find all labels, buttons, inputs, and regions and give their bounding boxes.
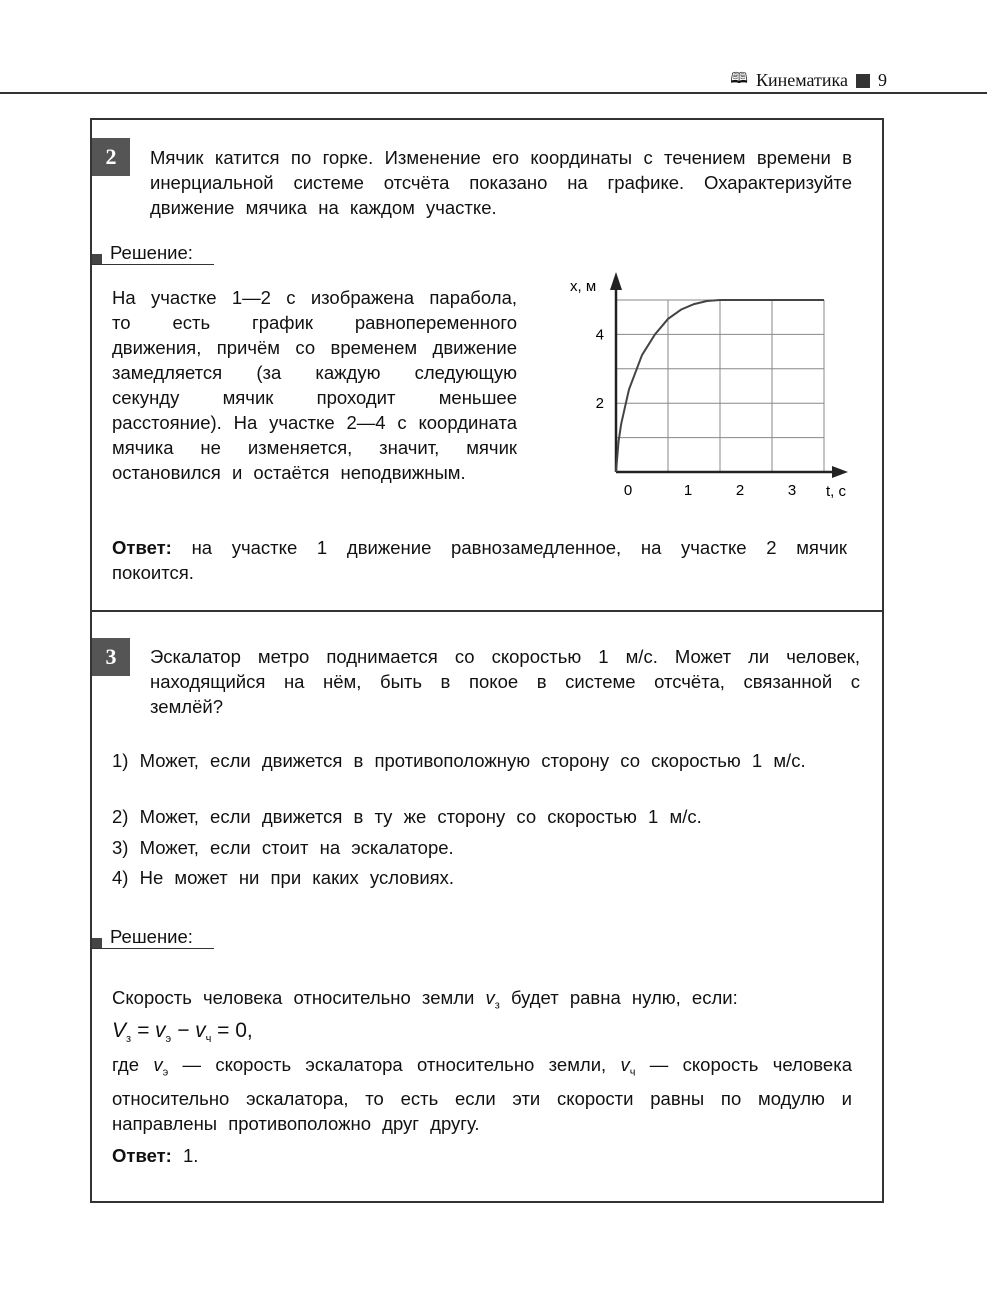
option-2: 2) Может, если движется в ту же сторону со скоростью 1 м/с.	[112, 806, 702, 827]
problem-number: 3	[92, 638, 130, 676]
page-number: 9	[878, 70, 887, 90]
text: — скорость человека относительно эскалатора, то есть если эти скорости равны по модулю и направлены противоположно друг другу.	[112, 1054, 852, 1134]
y-axis-arrow-icon	[610, 272, 622, 290]
solution-label: Решение:	[92, 926, 214, 949]
text: будет равна нулю, если:	[510, 987, 738, 1008]
problem-3-solution-line1	[112, 985, 852, 1019]
answer-text: 1.	[183, 1145, 199, 1166]
answer-text: на участке 1 движение равнозамедленное, на участке 2 мячик покоится.	[112, 537, 848, 583]
y-tick-label: 2	[595, 395, 604, 413]
sub: ч	[205, 1033, 212, 1046]
problem-divider	[90, 610, 884, 612]
problem-2-solution: На участке 1—2 с изображена парабола, то есть график равнопеременного движения, причём со временем движение замедляется (за каждую следующую секунду мячик проходит меньшее расстояние). На участке 2—4 с координата мячика не изменяется, значит, мячик остановился и остаётся неподвижным.	[112, 287, 517, 483]
option-3: 3) Может, если стоит на эскалаторе.	[112, 837, 454, 858]
problem-2-answer	[112, 535, 847, 585]
var: v	[620, 1054, 630, 1075]
x-tick-label: 2	[735, 482, 745, 499]
sub: э	[165, 1033, 172, 1046]
y-tick-label: 4	[595, 326, 604, 344]
section-title: Кинематика	[755, 70, 848, 90]
x-tick-label: 0	[623, 482, 633, 499]
text: = 0,	[217, 1019, 253, 1042]
square-marker-icon	[856, 74, 870, 88]
sub: ч	[629, 1066, 636, 1079]
answer-label: Ответ:	[112, 1145, 172, 1166]
problem-3-answer	[112, 1143, 198, 1168]
problem-number: 2	[92, 138, 130, 176]
answer-label: Ответ:	[112, 537, 172, 558]
coordinate-time-chart	[560, 270, 860, 510]
formula: $V_з = v_э - v_ч = 0$,	[112, 1019, 253, 1046]
solution-label: Решение:	[92, 242, 214, 265]
sub: э	[162, 1066, 169, 1079]
var: v	[155, 1019, 166, 1042]
problem-3-text: Эскалатор метро поднимается со скоростью 1 м/с. Может ли человек, находящийся на нём, быть в покое в системе отсчёта, связанной с землёй?	[150, 646, 860, 717]
option-4: 4) Не может ни при каких условиях.	[112, 867, 455, 888]
running-header	[730, 68, 887, 93]
x-axis-label: t, с	[826, 483, 847, 500]
text: — скорость эскалатора относительно земли,	[182, 1054, 607, 1075]
header-rule	[0, 92, 987, 94]
var: v	[153, 1054, 163, 1075]
var: v	[485, 987, 495, 1008]
problem-3-solution-line2	[112, 1052, 852, 1136]
var: v	[195, 1019, 206, 1042]
text: Скорость человека относительно земли	[112, 987, 475, 1008]
option-1: 1) Может, если движется в противоположную сторону со скоростью 1 м/с.	[112, 750, 806, 771]
text: где	[112, 1054, 140, 1075]
y-axis-label: x, м	[570, 278, 597, 295]
sub: з	[494, 999, 500, 1012]
book-icon: 🕮	[730, 71, 748, 87]
problem-2-text: Мячик катится по горке. Изменение его координаты с течением времени в инерциальной системе отсчёта показано на графике. Охарактеризуйте движение мячика на каждом участке.	[150, 147, 852, 218]
var: V	[112, 1019, 127, 1042]
x-tick-label: 1	[683, 482, 693, 499]
sub: з	[126, 1033, 132, 1046]
x-tick-label: 3	[787, 482, 797, 499]
x-axis-arrow-icon	[832, 466, 848, 478]
